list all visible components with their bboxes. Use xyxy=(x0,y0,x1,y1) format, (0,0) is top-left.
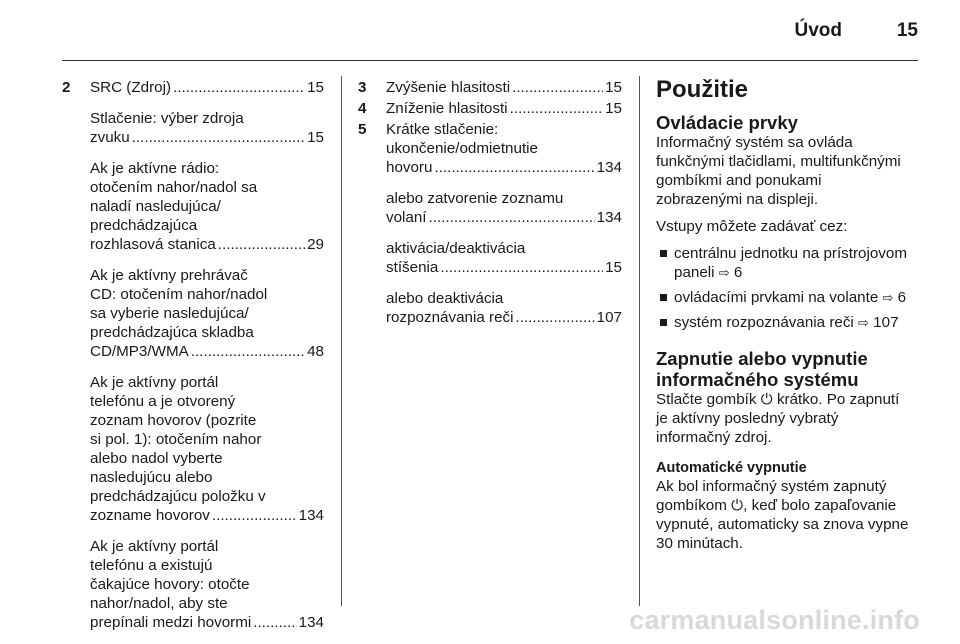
text-line: Ak bol informačný systém zapnutý xyxy=(656,478,887,495)
text-line: predchádzajúca skladba xyxy=(90,324,254,341)
leader-line xyxy=(90,235,324,254)
dot-leader xyxy=(253,613,296,632)
auto-off-paragraph xyxy=(656,477,924,553)
text-line: centrálnu jednotku na prístrojovom xyxy=(674,245,908,262)
item-number: 3 xyxy=(358,79,367,96)
page-ref[interactable]: 6 xyxy=(733,264,743,281)
dot-leader xyxy=(191,342,305,361)
text-line: informačného systému xyxy=(656,369,859,390)
text-line: naladí nasledujúca/ xyxy=(90,198,221,215)
dot-leader xyxy=(434,158,594,177)
page-ref[interactable]: 134 xyxy=(298,614,324,631)
text-line: ukončenie/odmietnutie xyxy=(386,140,538,157)
page-header xyxy=(0,0,960,60)
entry-label: SRC (Zdroj) xyxy=(90,79,172,96)
power-paragraph xyxy=(656,390,924,447)
dot-leader xyxy=(212,506,297,525)
header-rule xyxy=(62,60,918,61)
text-line: systém rozpoznávania reči xyxy=(674,314,854,331)
power-knob-icon: ⏻ xyxy=(760,391,773,408)
text-line: Ak je aktívny portál xyxy=(90,374,219,391)
section-title: Úvod xyxy=(794,20,842,41)
text-line: alebo deaktivácia xyxy=(386,290,504,307)
dot-leader xyxy=(440,258,603,277)
text-line: funkčnými tlačidlami, multifunkčnými xyxy=(656,153,901,170)
leader-line xyxy=(386,99,622,118)
text-line: si pol. 1): otočením nahor xyxy=(90,431,262,448)
entry-label: rozpoznávania reči xyxy=(386,309,514,326)
text-line: telefónu a existujú xyxy=(90,557,213,574)
watermark: carmanualsonline.info xyxy=(629,605,920,635)
text-line: čakajúce hovory: otočte xyxy=(90,576,250,593)
entry xyxy=(386,120,622,177)
control-item-3 xyxy=(358,78,622,97)
entry xyxy=(90,537,324,632)
text-line: zobrazenými na displeji. xyxy=(656,191,819,208)
entry xyxy=(90,159,324,254)
text-line: vypnuté, automaticky sa znova vypne xyxy=(656,516,909,533)
dot-leader xyxy=(218,235,305,254)
entry-label: stíšenia xyxy=(386,259,439,276)
text-line: Ak je aktívne rádio: xyxy=(90,160,220,177)
text-line: krátko. Po zapnutí xyxy=(776,391,900,408)
item-number: 2 xyxy=(62,79,71,96)
text-line: nasledujúcu alebo xyxy=(90,469,213,486)
page-ref[interactable]: 6 xyxy=(897,289,907,306)
entry xyxy=(386,289,622,327)
entry xyxy=(90,266,324,361)
column-divider-1 xyxy=(341,76,342,606)
entry-label: zvuku xyxy=(90,129,130,146)
leader-line xyxy=(90,613,324,632)
page-ref[interactable]: 15 xyxy=(605,259,622,276)
entry xyxy=(386,239,622,277)
entry-label: CD/MP3/WMA xyxy=(90,343,189,360)
control-item-5 xyxy=(358,120,622,177)
leader-line xyxy=(90,78,324,97)
page-ref[interactable]: 29 xyxy=(307,236,324,253)
column-3 xyxy=(656,76,924,561)
text-line: sa vyberie nasledujúca/ xyxy=(90,305,249,322)
text-line: gombíkmi and ponukami xyxy=(656,172,822,189)
entry xyxy=(386,78,622,97)
page-ref[interactable]: 134 xyxy=(596,159,622,176)
entry-label: Zvýšenie hlasitosti xyxy=(386,79,511,96)
page-number: 15 xyxy=(896,20,918,41)
column-1 xyxy=(62,78,324,644)
entry-label: Zníženie hlasitosti xyxy=(386,100,508,117)
page-ref-arrow-icon: ⇨ xyxy=(882,290,894,305)
entry xyxy=(90,373,324,525)
bullet-square-icon xyxy=(660,294,667,301)
text-line: nahor/nadol, aby ste xyxy=(90,595,228,612)
entry xyxy=(386,99,622,118)
entry-label: zozname hovorov xyxy=(90,507,210,524)
page-ref[interactable]: 15 xyxy=(307,79,324,96)
item-number: 5 xyxy=(358,121,367,138)
text-line: informačný zdroj. xyxy=(656,429,772,446)
intro-paragraph xyxy=(656,133,924,209)
text-line: Stlačenie: výber zdroja xyxy=(90,110,244,127)
page-ref[interactable]: 15 xyxy=(307,129,324,146)
dot-leader xyxy=(429,208,595,227)
bullet-square-icon xyxy=(660,250,667,257)
dot-leader xyxy=(515,308,594,327)
entry xyxy=(386,189,622,227)
leader-line xyxy=(386,208,622,227)
leader-line xyxy=(386,258,622,277)
leader-line xyxy=(386,308,622,327)
text-line: alebo zatvorenie zoznamu xyxy=(386,190,564,207)
text-line: Zapnutie alebo vypnutie xyxy=(656,348,868,369)
dot-leader xyxy=(132,128,305,147)
text-line: otočením nahor/nadol sa xyxy=(90,179,258,196)
page-ref[interactable]: 107 xyxy=(873,314,899,331)
text-line: Stlačte gombík xyxy=(656,391,757,408)
inputs-paragraph: Vstupy môžete zadávať cez: xyxy=(656,218,848,235)
text-line: telefónu a je otvorený xyxy=(90,393,236,410)
leader-line xyxy=(90,342,324,361)
text-line: , keď bolo zapaľovanie xyxy=(743,497,897,514)
bullet-item xyxy=(656,313,924,332)
subheading-power xyxy=(656,348,924,390)
page-ref[interactable]: 107 xyxy=(596,309,622,326)
entry-label: hovoru xyxy=(386,159,433,176)
text-line: predchádzajúca xyxy=(90,217,198,234)
text-line: Krátke stlačenie: xyxy=(386,121,499,138)
control-item-2 xyxy=(62,78,324,632)
bullet-item xyxy=(656,288,924,307)
bullet-item xyxy=(656,244,924,282)
page-ref-arrow-icon: ⇨ xyxy=(858,315,869,330)
text-line: je aktívny posledný vybratý xyxy=(656,410,839,427)
text-line: ovládacími prvkami na volante xyxy=(674,289,879,306)
section-heading: Použitie xyxy=(656,76,749,103)
text-line: alebo nadol vyberte xyxy=(90,450,223,467)
subheading-controls: Ovládacie prvky xyxy=(656,112,798,133)
text-line: 30 minútach. xyxy=(656,535,743,552)
dot-leader xyxy=(173,78,305,97)
bullet-square-icon xyxy=(660,319,667,326)
text-line: gombíkom xyxy=(656,497,727,514)
dot-leader xyxy=(512,78,603,97)
entry-label: rozhlasová stanica xyxy=(90,236,216,253)
text-line: paneli xyxy=(674,264,715,281)
page-ref[interactable]: 15 xyxy=(605,100,622,117)
text-line: predchádzajúcu položku v xyxy=(90,488,266,505)
column-divider-2 xyxy=(639,76,640,606)
text-line: CD: otočením nahor/nadol xyxy=(90,286,268,303)
page-ref[interactable]: 134 xyxy=(596,209,622,226)
entry xyxy=(90,109,324,147)
control-item-4 xyxy=(358,99,622,118)
item-5-continued xyxy=(358,189,622,327)
text-line: Informačný systém sa ovláda xyxy=(656,134,853,151)
page-ref-arrow-icon: ⇨ xyxy=(718,265,730,280)
leader-line xyxy=(386,78,622,97)
dot-leader xyxy=(510,99,604,118)
text-line: zoznam hovorov (pozrite xyxy=(90,412,257,429)
leader-line xyxy=(90,506,324,525)
page-ref[interactable]: 48 xyxy=(307,343,324,360)
subheading-auto-off: Automatické vypnutie xyxy=(656,460,807,476)
power-knob-icon: ⏻ xyxy=(731,497,744,514)
leader-line xyxy=(90,128,324,147)
text-line: aktivácia/deaktivácia xyxy=(386,240,526,257)
entry-label: volaní xyxy=(386,209,427,226)
text-line: Ak je aktívny prehrávač xyxy=(90,267,248,284)
column-2 xyxy=(358,78,622,339)
text-line: Ak je aktívny portál xyxy=(90,538,219,555)
leader-line xyxy=(386,158,622,177)
item-number: 4 xyxy=(358,100,367,117)
page-ref[interactable]: 134 xyxy=(298,507,324,524)
entry xyxy=(90,78,324,97)
page-ref[interactable]: 15 xyxy=(605,79,622,96)
entry-label: prepínali medzi hovormi xyxy=(90,614,252,631)
